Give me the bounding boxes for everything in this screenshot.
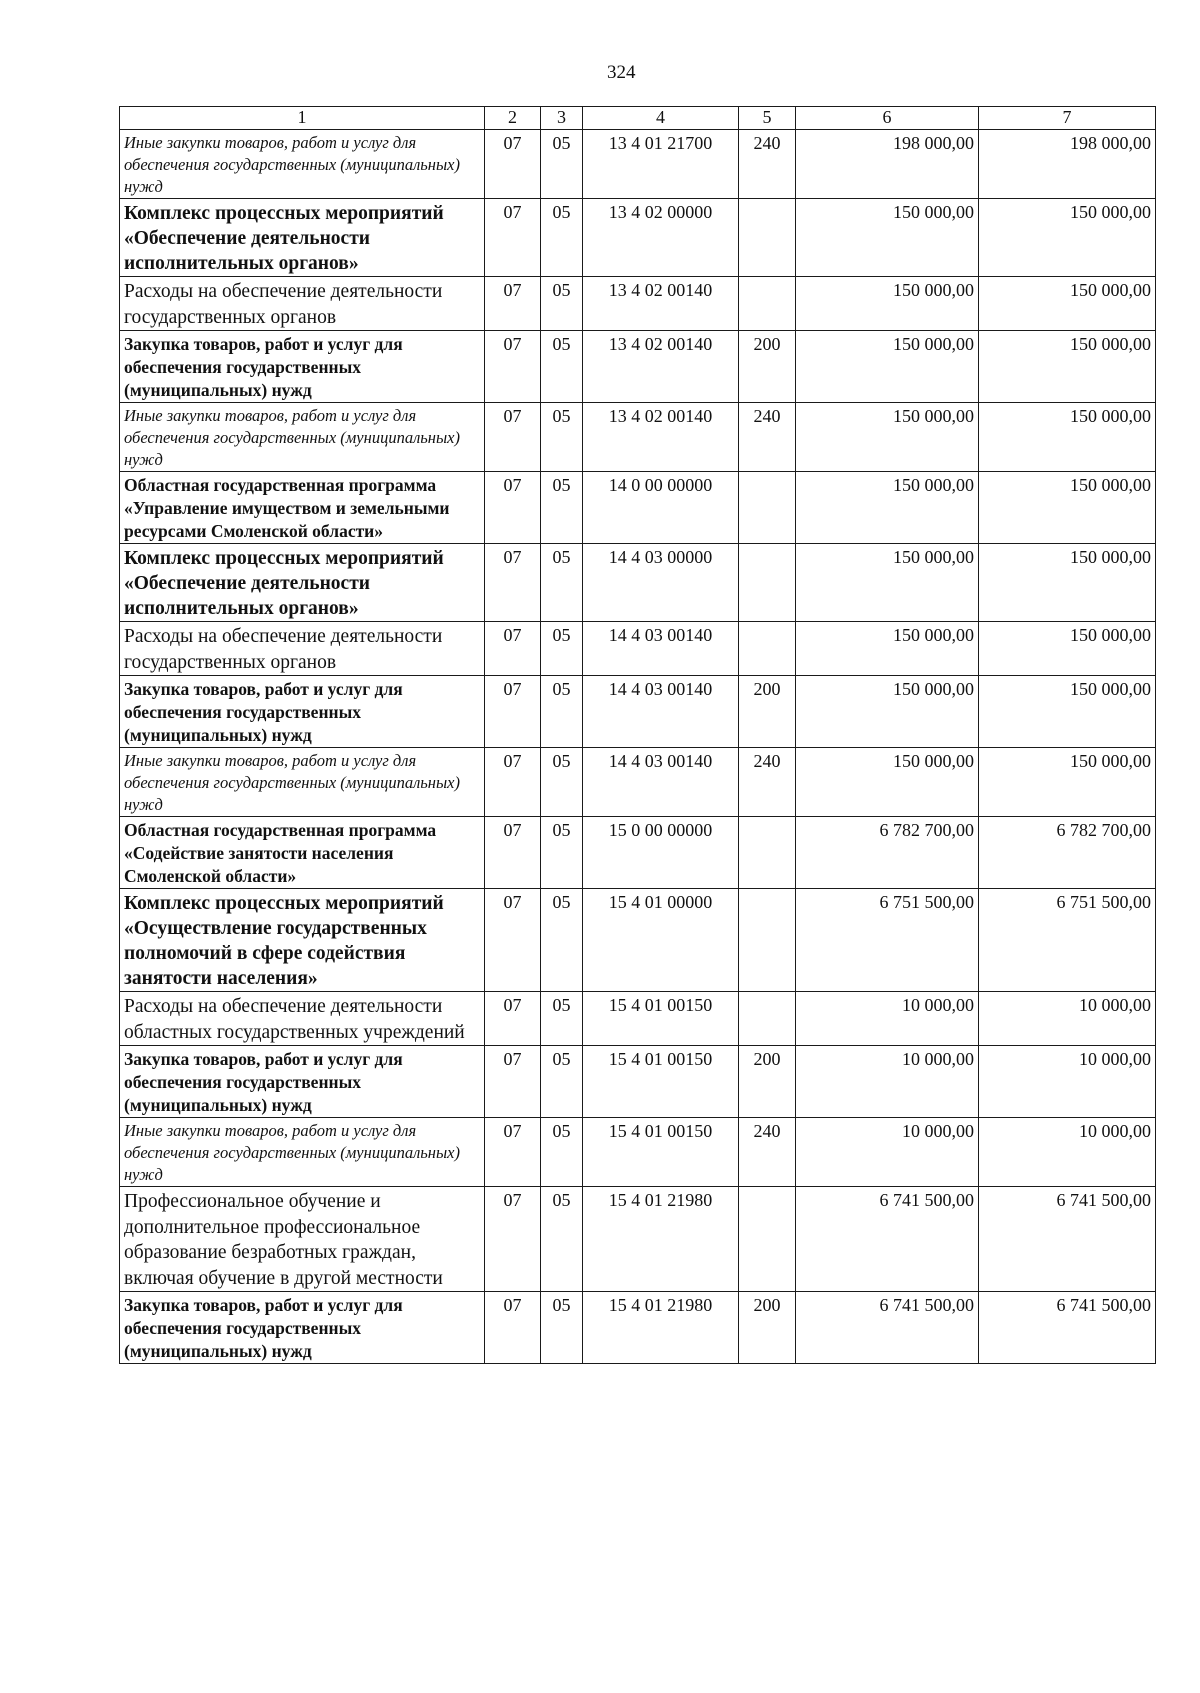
target-article-cell: 15 4 01 00000 [583,889,739,992]
subsection-code-cell: 05 [541,748,583,817]
target-article-cell: 15 0 00 00000 [583,817,739,889]
name-cell: Иные закупки товаров, работ и услуг для обеспечения государственных (муниципальных) нужд [120,130,485,199]
amount-cell: 150 000,00 [979,544,1156,622]
column-header-1: 1 [120,107,485,130]
subsection-code-cell: 05 [541,403,583,472]
amount-cell: 198 000,00 [796,130,979,199]
table-row [120,130,1156,199]
subsection-code-cell: 05 [541,889,583,992]
expense-type-cell [739,889,796,992]
name-cell: Иные закупки товаров, работ и услуг для обеспечения государственных (муниципальных) нужд [120,403,485,472]
name-cell: Профессиональное обучение и дополнительное профессиональное образование безработных граждан, включая обучение в другой местности [120,1187,485,1292]
name-cell: Комплекс процессных мероприятий «Обеспечение деятельности исполнительных органов» [120,544,485,622]
expense-type-cell [739,544,796,622]
amount-cell: 6 751 500,00 [796,889,979,992]
target-article-cell: 15 4 01 00150 [583,1118,739,1187]
section-code-cell: 07 [485,544,541,622]
table-row [120,992,1156,1046]
amount-cell: 10 000,00 [979,1046,1156,1118]
expense-type-cell: 240 [739,748,796,817]
table-row [120,1292,1156,1364]
name-cell: Областная государственная программа «Содействие занятости населения Смоленской области» [120,817,485,889]
target-article-cell: 13 4 01 21700 [583,130,739,199]
amount-cell: 150 000,00 [979,748,1156,817]
amount-cell: 6 741 500,00 [796,1187,979,1292]
subsection-code-cell: 05 [541,1187,583,1292]
expense-type-cell: 240 [739,403,796,472]
amount-cell: 6 751 500,00 [979,889,1156,992]
name-cell: Иные закупки товаров, работ и услуг для обеспечения государственных (муниципальных) нужд [120,1118,485,1187]
section-code-cell: 07 [485,199,541,277]
section-code-cell: 07 [485,1292,541,1364]
subsection-code-cell: 05 [541,544,583,622]
expense-type-cell [739,1187,796,1292]
expense-type-cell: 200 [739,1046,796,1118]
section-code-cell: 07 [485,622,541,676]
name-cell: Закупка товаров, работ и услуг для обеспечения государственных (муниципальных) нужд [120,676,485,748]
target-article-cell: 14 4 03 00140 [583,676,739,748]
column-header-7: 7 [979,107,1156,130]
name-cell: Областная государственная программа «Управление имуществом и земельными ресурсами Смоленской области» [120,472,485,544]
table-row [120,277,1156,331]
amount-cell: 6 741 500,00 [979,1292,1156,1364]
target-article-cell: 15 4 01 21980 [583,1187,739,1292]
subsection-code-cell: 05 [541,331,583,403]
amount-cell: 150 000,00 [796,544,979,622]
table-row [120,889,1156,992]
section-code-cell: 07 [485,277,541,331]
name-cell: Закупка товаров, работ и услуг для обеспечения государственных (муниципальных) нужд [120,1046,485,1118]
amount-cell: 150 000,00 [979,331,1156,403]
subsection-code-cell: 05 [541,817,583,889]
table-row [120,676,1156,748]
section-code-cell: 07 [485,889,541,992]
amount-cell: 6 741 500,00 [979,1187,1156,1292]
table-row [120,331,1156,403]
expense-type-cell: 200 [739,1292,796,1364]
expense-type-cell [739,199,796,277]
section-code-cell: 07 [485,1118,541,1187]
section-code-cell: 07 [485,130,541,199]
expense-type-cell: 200 [739,676,796,748]
section-code-cell: 07 [485,472,541,544]
expense-type-cell: 240 [739,1118,796,1187]
column-header-row [120,107,1156,130]
amount-cell: 6 741 500,00 [796,1292,979,1364]
name-cell: Расходы на обеспечение деятельности государственных органов [120,622,485,676]
subsection-code-cell: 05 [541,199,583,277]
table-row [120,622,1156,676]
budget-table [119,106,1156,1364]
name-cell: Комплекс процессных мероприятий «Обеспечение деятельности исполнительных органов» [120,199,485,277]
section-code-cell: 07 [485,748,541,817]
column-header-4: 4 [583,107,739,130]
target-article-cell: 13 4 02 00140 [583,331,739,403]
table-row [120,817,1156,889]
name-cell: Закупка товаров, работ и услуг для обеспечения государственных (муниципальных) нужд [120,331,485,403]
expense-type-cell: 240 [739,130,796,199]
amount-cell: 6 782 700,00 [796,817,979,889]
subsection-code-cell: 05 [541,676,583,748]
target-article-cell: 15 4 01 21980 [583,1292,739,1364]
amount-cell: 10 000,00 [796,992,979,1046]
amount-cell: 150 000,00 [979,403,1156,472]
page-number: 324 [607,62,636,83]
name-cell: Иные закупки товаров, работ и услуг для обеспечения государственных (муниципальных) нужд [120,748,485,817]
table-row [120,544,1156,622]
section-code-cell: 07 [485,992,541,1046]
subsection-code-cell: 05 [541,622,583,676]
amount-cell: 150 000,00 [979,277,1156,331]
section-code-cell: 07 [485,331,541,403]
section-code-cell: 07 [485,1046,541,1118]
amount-cell: 150 000,00 [796,331,979,403]
expense-type-cell [739,472,796,544]
subsection-code-cell: 05 [541,1046,583,1118]
target-article-cell: 13 4 02 00000 [583,199,739,277]
section-code-cell: 07 [485,1187,541,1292]
subsection-code-cell: 05 [541,130,583,199]
table-row [120,1046,1156,1118]
subsection-code-cell: 05 [541,277,583,331]
target-article-cell: 15 4 01 00150 [583,992,739,1046]
expense-type-cell [739,817,796,889]
expense-type-cell: 200 [739,331,796,403]
name-cell: Закупка товаров, работ и услуг для обеспечения государственных (муниципальных) нужд [120,1292,485,1364]
amount-cell: 150 000,00 [979,199,1156,277]
section-code-cell: 07 [485,817,541,889]
table-body [120,107,1156,1364]
amount-cell: 150 000,00 [979,472,1156,544]
amount-cell: 150 000,00 [796,472,979,544]
subsection-code-cell: 05 [541,992,583,1046]
table-row [120,199,1156,277]
subsection-code-cell: 05 [541,1118,583,1187]
expense-type-cell [739,277,796,331]
table-row [120,1118,1156,1187]
amount-cell: 150 000,00 [796,676,979,748]
amount-cell: 150 000,00 [796,403,979,472]
amount-cell: 10 000,00 [979,1118,1156,1187]
subsection-code-cell: 05 [541,472,583,544]
amount-cell: 150 000,00 [796,748,979,817]
target-article-cell: 13 4 02 00140 [583,403,739,472]
table-row [120,748,1156,817]
target-article-cell: 14 4 03 00140 [583,622,739,676]
column-header-6: 6 [796,107,979,130]
amount-cell: 150 000,00 [796,277,979,331]
column-header-5: 5 [739,107,796,130]
amount-cell: 150 000,00 [979,676,1156,748]
amount-cell: 198 000,00 [979,130,1156,199]
amount-cell: 6 782 700,00 [979,817,1156,889]
target-article-cell: 14 0 00 00000 [583,472,739,544]
amount-cell: 10 000,00 [796,1046,979,1118]
amount-cell: 10 000,00 [796,1118,979,1187]
name-cell: Комплекс процессных мероприятий «Осуществление государственных полномочий в сфере содействия занятости населения» [120,889,485,992]
target-article-cell: 15 4 01 00150 [583,1046,739,1118]
amount-cell: 150 000,00 [796,622,979,676]
amount-cell: 10 000,00 [979,992,1156,1046]
table-row [120,1187,1156,1292]
table-row [120,403,1156,472]
column-header-3: 3 [541,107,583,130]
section-code-cell: 07 [485,403,541,472]
subsection-code-cell: 05 [541,1292,583,1364]
column-header-2: 2 [485,107,541,130]
amount-cell: 150 000,00 [979,622,1156,676]
target-article-cell: 14 4 03 00000 [583,544,739,622]
target-article-cell: 13 4 02 00140 [583,277,739,331]
section-code-cell: 07 [485,676,541,748]
expense-type-cell [739,622,796,676]
name-cell: Расходы на обеспечение деятельности государственных органов [120,277,485,331]
table-row [120,472,1156,544]
expense-type-cell [739,992,796,1046]
target-article-cell: 14 4 03 00140 [583,748,739,817]
name-cell: Расходы на обеспечение деятельности областных государственных учреждений [120,992,485,1046]
amount-cell: 150 000,00 [796,199,979,277]
